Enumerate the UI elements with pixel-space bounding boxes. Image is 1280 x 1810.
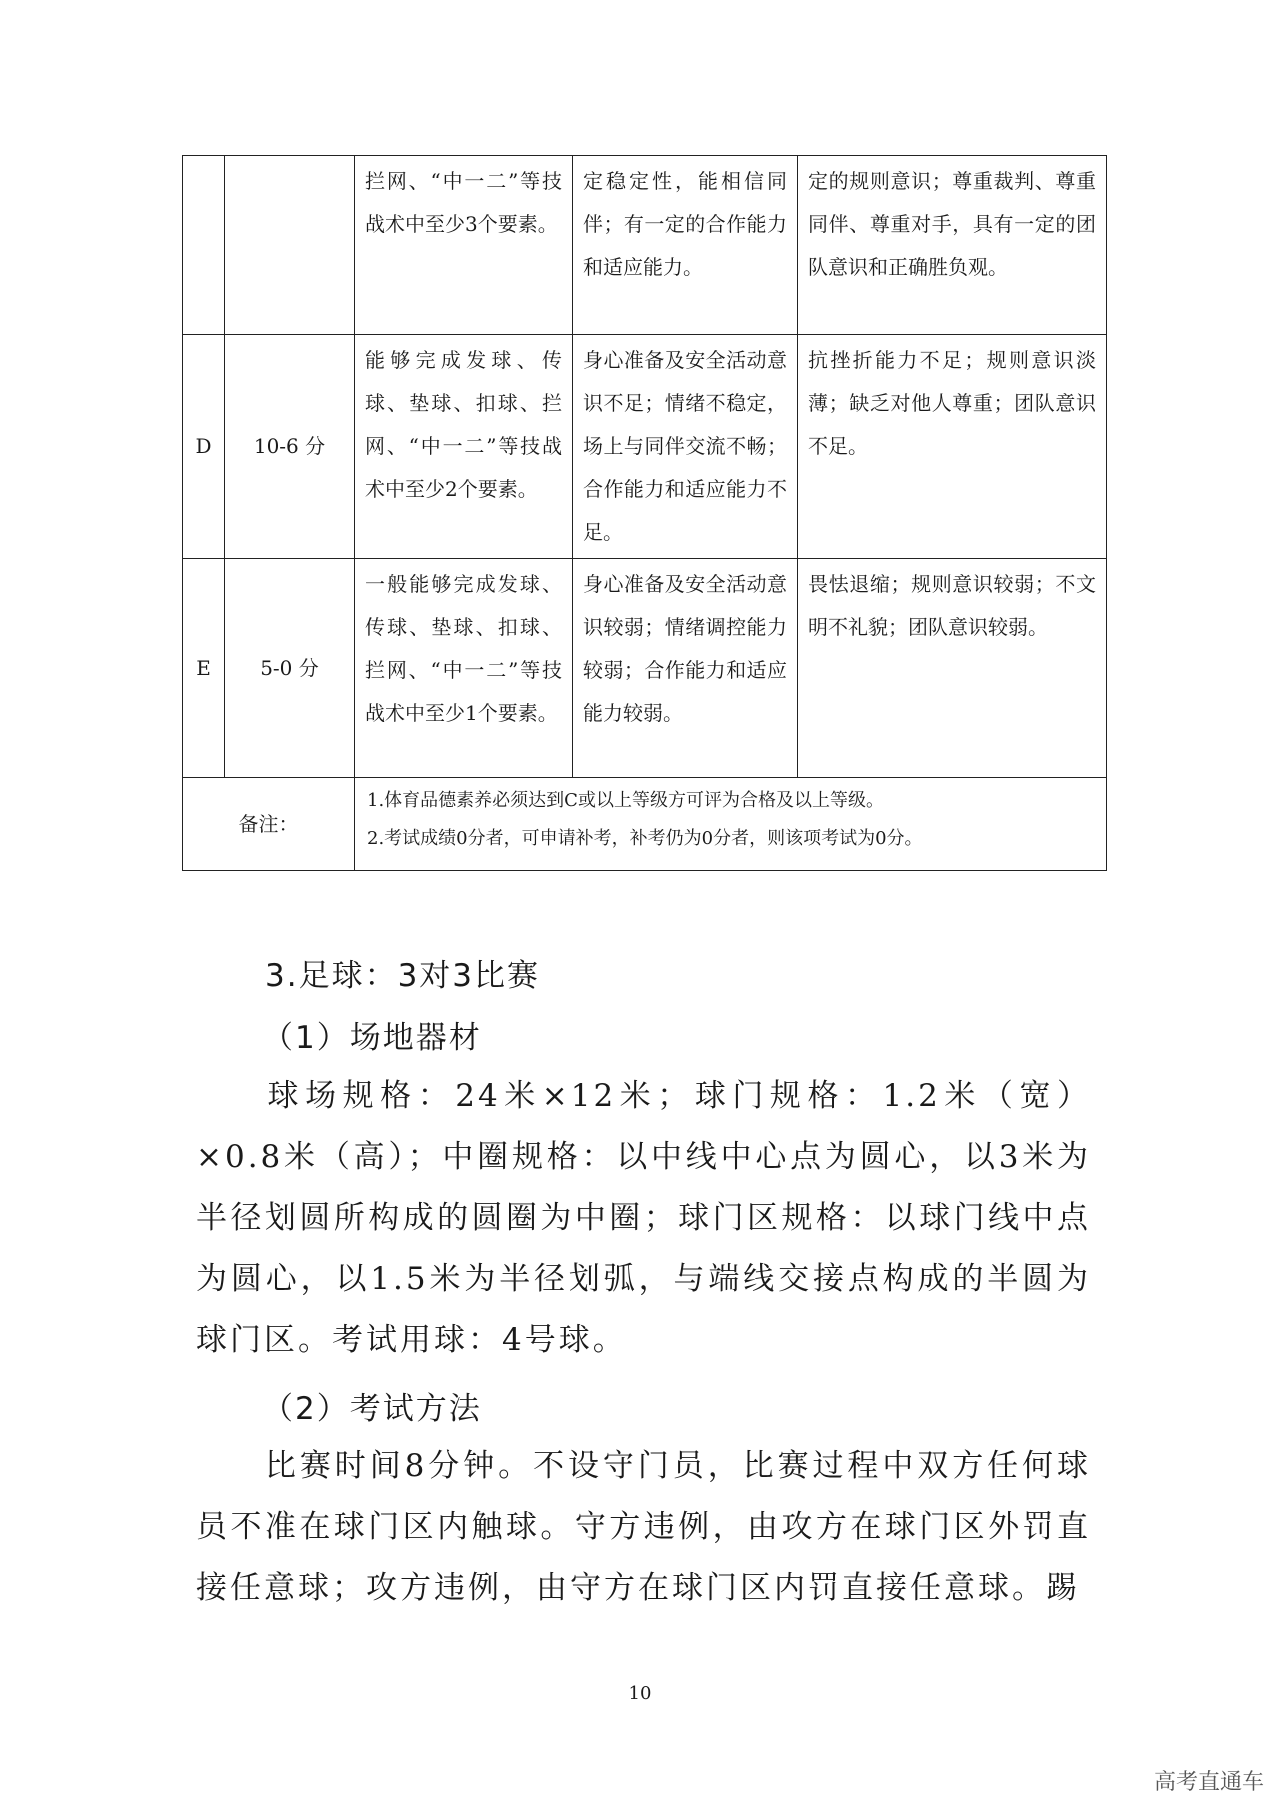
ethics-cell — [798, 156, 1107, 335]
ethics-cell — [798, 335, 1107, 559]
ability-text: 身心准备及安全活动意识不足；情绪不稳定，场上与同伴交流不畅；合作能力和适应能力不足。 — [583, 348, 787, 544]
table-row — [183, 559, 1107, 778]
grade-cell — [183, 156, 225, 335]
page-number: 10 — [628, 1683, 652, 1704]
ability-cell — [573, 156, 798, 335]
score-cell: 5-0 分 — [225, 559, 355, 778]
skills-cell — [355, 335, 573, 559]
table-row — [183, 156, 1107, 335]
skills-text: 拦网、“中一二”等技战术中至少3个要素。 — [365, 169, 562, 236]
ability-cell — [573, 559, 798, 778]
method-paragraph — [196, 1436, 1091, 1619]
notes-row — [183, 778, 1107, 871]
score-cell: 10-6 分 — [225, 335, 355, 559]
ability-cell — [573, 335, 798, 559]
skills-text: 一般能够完成发球、传球、垫球、扣球、拦网、“中一二”等技战术中至少1个要素。 — [365, 572, 562, 725]
table-row — [183, 335, 1107, 559]
subheading-equipment: （1）场地器材 — [262, 1020, 482, 1056]
equipment-paragraph — [196, 1066, 1091, 1371]
note-item: 2.考试成绩0分者，可申请补考，补考仍为0分者，则该项考试为0分。 — [367, 828, 923, 849]
skills-cell — [355, 156, 573, 335]
section-heading: 3.足球：3对3比赛 — [265, 958, 541, 994]
equipment-text: 球场规格：24米×12米；球门规格：1.2米（宽）×0.8米（高）；中圈规格：以中线中心点为圆心，以3米为半径划圆所构成的圆圈为中圈；球门区规格：以球门线中点为圆心，以1.5米为半径划弧，与端线交接点构成的半圆为球门区。考试用球：4号球。 — [196, 1078, 1091, 1358]
skills-text: 能够完成发球、传球、垫球、扣球、拦网、“中一二”等技战术中至少2个要素。 — [365, 348, 562, 501]
grade-cell: D — [183, 335, 225, 559]
skills-cell — [355, 559, 573, 778]
subheading-method: （2）考试方法 — [262, 1391, 482, 1427]
ethics-text: 定的规则意识；尊重裁判、尊重同伴、尊重对手，具有一定的团队意识和正确胜负观。 — [808, 169, 1096, 279]
method-text: 比赛时间8分钟。不设守门员，比赛过程中双方任何球员不准在球门区内触球。守方违例，由攻方在球门区外罚直接任意球；攻方违例，由守方在球门区内罚直接任意球。踢 — [196, 1448, 1091, 1606]
ethics-cell — [798, 559, 1107, 778]
ethics-text: 畏怯退缩；规则意识较弱；不文明不礼貌；团队意识较弱。 — [808, 572, 1096, 639]
evaluation-table — [182, 155, 1107, 871]
notes-cell — [355, 778, 1107, 871]
ability-text: 身心准备及安全活动意识较弱；情绪调控能力较弱；合作能力和适应能力较弱。 — [583, 572, 787, 725]
note-item: 1.体育品德素养必须达到C或以上等级方可评为合格及以上等级。 — [367, 790, 884, 811]
ability-text: 定稳定性，能相信同伴；有一定的合作能力和适应能力。 — [583, 169, 787, 279]
watermark: 高考直通车 — [1153, 1770, 1264, 1795]
notes-label: 备注： — [183, 778, 355, 871]
grade-cell: E — [183, 559, 225, 778]
score-cell — [225, 156, 355, 335]
ethics-text: 抗挫折能力不足；规则意识淡薄；缺乏对他人尊重；团队意识不足。 — [808, 348, 1096, 458]
